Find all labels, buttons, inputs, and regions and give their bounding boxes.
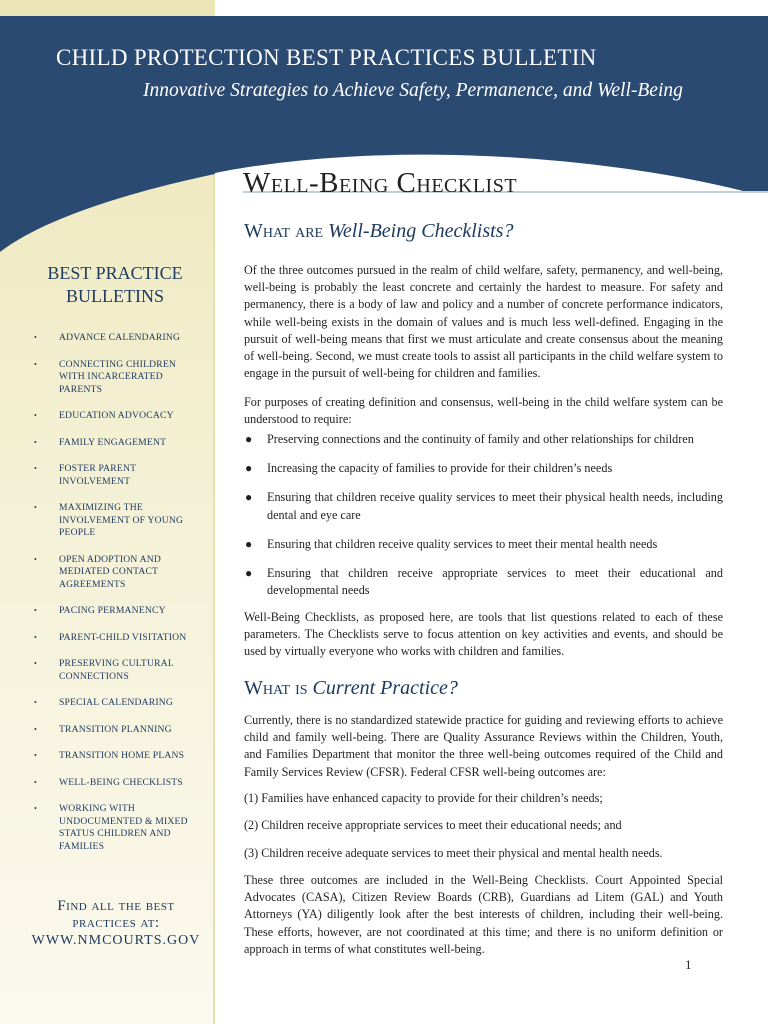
list-item-text: Ensuring that children receive appropriate services to meet their educational and developmental needs (267, 566, 723, 598)
bullet-icon: • (34, 724, 38, 734)
sidebar-item-label: FAMILY ENGAGEMENT (59, 436, 167, 448)
bullet-icon: • (34, 804, 38, 813)
sidebar-item[interactable] (34, 410, 204, 423)
list-item (244, 431, 723, 448)
section-heading-emphasis: Current Practice? (312, 677, 458, 699)
sidebar-item[interactable] (34, 463, 204, 488)
sidebar-item[interactable] (34, 750, 204, 763)
list-item (244, 565, 723, 599)
sidebar-item-label: PARENT-CHILD VISITATION (59, 631, 187, 643)
sidebar-item-label: SPECIAL CALENDARING (59, 697, 174, 708)
section-heading-current-practice (244, 677, 458, 700)
sidebar-item[interactable] (34, 332, 204, 345)
sidebar-item[interactable] (34, 437, 204, 450)
bullet-icon: • (34, 632, 38, 642)
sidebar-item-label: PACING PERMANENCY (59, 605, 166, 616)
sidebar-heading-line2: BULLETINS (66, 286, 164, 306)
sidebar-item-label: EDUCATION ADVOCACY (59, 410, 174, 421)
sidebar-item[interactable] (34, 554, 204, 592)
sidebar-item[interactable] (34, 605, 204, 618)
paragraph: These three outcomes are included in the Well-Being Checklists. Court Appointed Special Advocates (CASA), Citizen Review Boards (CRB), Guardians ad Litem (GAL) and Youth Attorneys (YA) diligently look after the best interests of children, including their well-being. These efforts, however, are not coordinated at this time; and there is no uniform definition or approach in terms of what constitutes well-being. (244, 873, 723, 956)
list-item-text: Increasing the capacity of families to provide for their children’s needs (267, 461, 613, 476)
sidebar-item[interactable] (34, 697, 204, 710)
bullet-icon: • (34, 503, 38, 512)
sidebar-item[interactable] (34, 632, 204, 645)
section-heading-what-are (244, 220, 513, 243)
outcome-item: (1) Families have enhanced capacity to provide for their children’s needs; (244, 791, 603, 805)
paragraph: For purposes of creating definition and consensus, well-being in the child welfare system can be understood to require: (244, 395, 723, 427)
sidebar-footer-line2: practices at: (72, 915, 160, 931)
sidebar-footer (20, 898, 212, 950)
sidebar-heading-line1: BEST PRACTICE (47, 263, 183, 283)
sidebar-heading (30, 262, 200, 308)
section-heading-emphasis: Well-Being Checklists? (328, 220, 514, 242)
bullet-icon: • (34, 554, 38, 564)
bullet-icon: • (34, 606, 38, 615)
sidebar-item-label: OPEN ADOPTION AND MEDIATED CONTACT AGREEMENTS (59, 553, 162, 590)
bullet-icon: ● (245, 490, 253, 505)
bullet-icon: • (34, 359, 38, 369)
sidebar-item-label: TRANSITION HOME PLANS (59, 750, 185, 761)
list-item-text: Ensuring that children receive quality services to meet their mental health needs (267, 536, 658, 551)
list-item (244, 489, 723, 523)
requirements-list (244, 431, 723, 599)
sidebar-item-label: WELL-BEING CHECKLISTS (59, 776, 183, 788)
outcome-item: (2) Children receive appropriate services to meet their educational needs; and (244, 818, 622, 832)
list-item (244, 460, 723, 477)
sidebar-item-label: PRESERVING CULTURAL CONNECTIONS (59, 658, 174, 682)
sidebar-item-label: TRANSITION PLANNING (59, 723, 172, 735)
bullet-icon: • (34, 333, 38, 342)
bulletin-title: CHILD PROTECTION BEST PRACTICES BULLETIN (56, 45, 597, 70)
sidebar-item[interactable] (34, 502, 204, 540)
bullet-icon: • (34, 659, 38, 668)
page-number: 1 (685, 957, 692, 972)
bullet-icon: ● (245, 461, 253, 476)
bulletin-subtitle: Innovative Strategies to Achieve Safety, Permanence, and Well-Being (143, 80, 683, 101)
bullet-icon: • (34, 751, 38, 760)
bullet-icon: ● (245, 536, 253, 551)
section-heading-prefix: What are (244, 220, 329, 242)
paragraph: Currently, there is no standardized statewide practice for guiding and reviewing efforts to achieve child and family well-being. There are Quality Assurance Reviews within the Children, Youth, and Families Department that monitor the three well-being outcomes required of the Child and Family Services Review (CFSR). Federal CFSR well-being outcomes are: (244, 713, 723, 779)
sidebar-item-label: MAXIMIZING THE INVOLVEMENT OF YOUNG PEOPLE (59, 502, 184, 538)
sidebar-item-label: FOSTER PARENT INVOLVEMENT (59, 463, 136, 487)
paragraph: Well-Being Checklists, as proposed here, are tools that list questions related to each of these parameters. The Checklists serve to focus attention on key activities and events, and should be used by virtually everyone who works with children and families. (244, 610, 723, 659)
bullet-icon: ● (245, 566, 253, 581)
bullet-icon: ● (245, 432, 253, 446)
section-heading-prefix: What is (244, 677, 313, 699)
sidebar-footer-line1: Find all the best (57, 898, 175, 914)
sidebar-item[interactable] (34, 359, 204, 397)
bullet-icon: • (34, 777, 38, 787)
sidebar-item[interactable] (34, 658, 204, 683)
bullet-icon: • (34, 464, 38, 473)
bullet-icon: • (34, 411, 38, 420)
list-item-text: Ensuring that children receive quality services to meet their physical health needs, including dental and eye care (267, 490, 723, 522)
sidebar-item-label: ADVANCE CALENDARING (59, 332, 181, 343)
list-item-text: Preserving connections and the continuity of family and other relationships for children (267, 432, 694, 446)
sidebar-item[interactable] (34, 724, 204, 737)
sidebar-item-label: WORKING WITH UNDOCUMENTED & MIXED STATUS CHILDREN AND FAMILIES (59, 803, 188, 852)
paragraph: Of the three outcomes pursued in the realm of child welfare, safety, permanency, and well-being, well-being is probably the least concrete and certainly the hardest to measure. For safety and permanency, there is a body of law and policy and a number of concrete performance indicators, while well-being exists in the domain of values and is much less well-defined. Engaging in the pursuit of well-being means that first we must articulate and create consensus about the meaning of well-being. Second, we must create tools to assist all participants in the child welfare system to engage in the pursuit of well-being for children and families. (244, 263, 723, 381)
sidebar-item-label: CONNECTING CHILDREN WITH INCARCERATED PARENTS (59, 358, 177, 395)
outcome-item: (3) Children receive adequate services to meet their physical and mental health needs. (244, 846, 663, 860)
website-link[interactable]: WWW.NMCOURTS.GOV (31, 933, 201, 948)
sidebar-item[interactable] (34, 803, 204, 853)
bullet-icon: • (34, 437, 38, 447)
sidebar-item[interactable] (34, 777, 204, 790)
list-item (244, 536, 723, 553)
page-title: Well-Being Checklist (243, 167, 518, 199)
bullet-icon: • (34, 698, 38, 707)
sidebar-bulletin-list (34, 332, 204, 867)
